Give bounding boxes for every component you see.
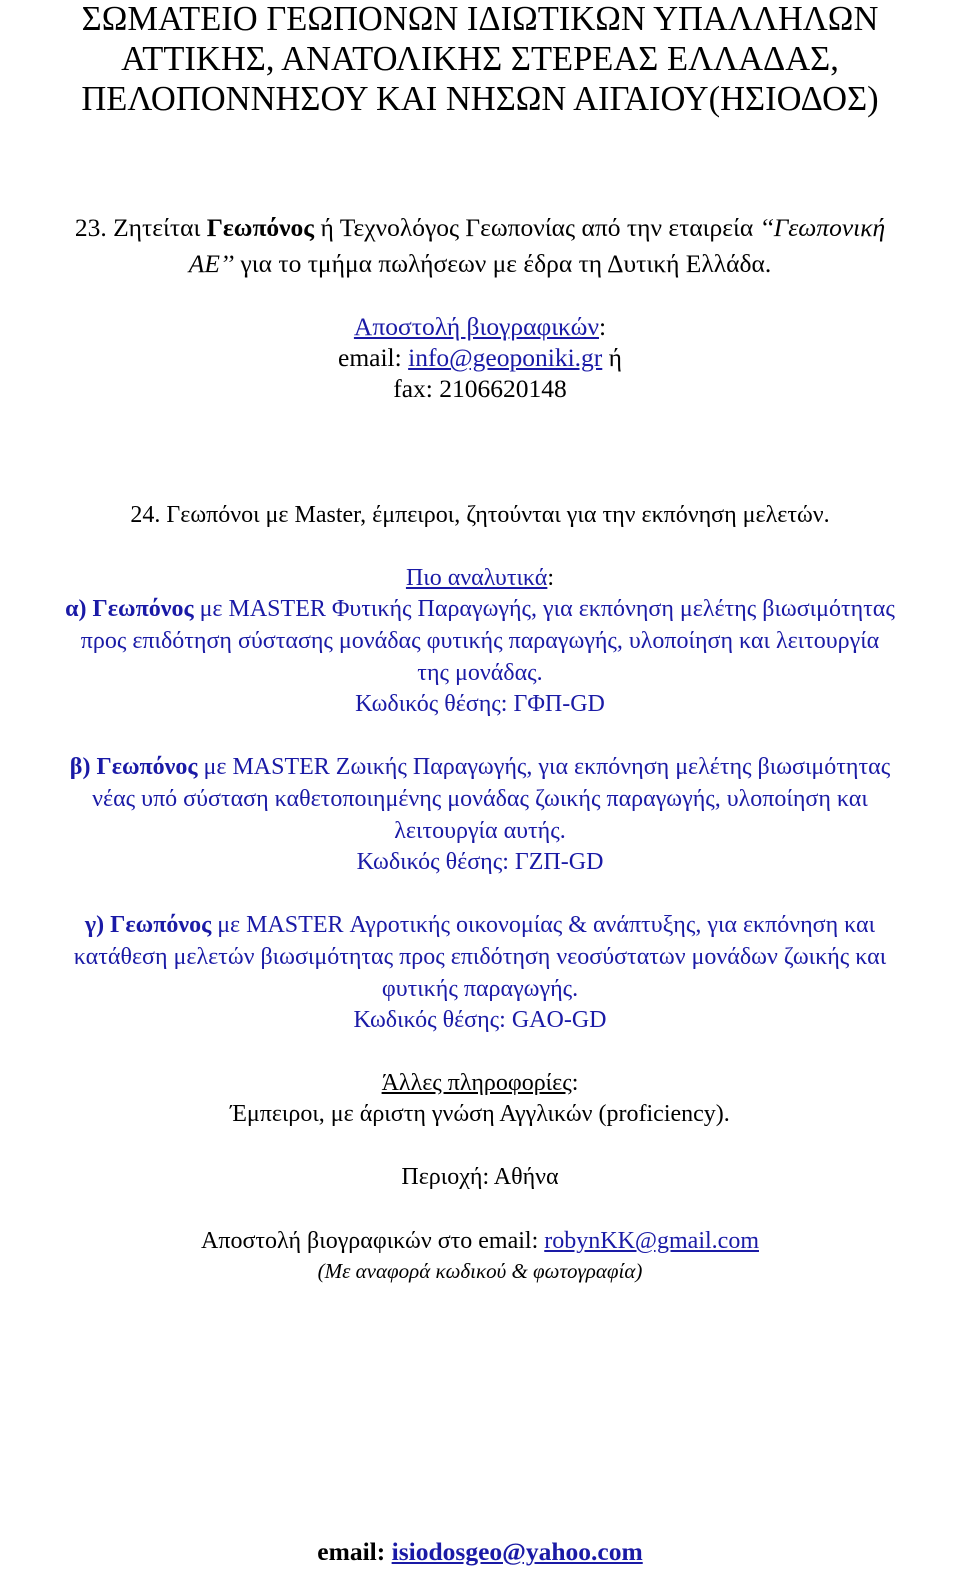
ad23-company-end: ΑΕ’’: [188, 249, 235, 278]
ad24-c-line-2: κατάθεση μελετών βιωσιμότητας προς επιδότηση νεοσύστατων μονάδων ζωικής και: [73, 944, 887, 970]
header-line-3: ΠΕΛΟΠΟΝΝΗΣΟΥ ΚΑΙ ΝΗΣΩΝ ΑΙΓΑΙΟΥ(ΗΣΙΟΔΟΣ): [81, 80, 879, 118]
ad24-colon: :: [547, 565, 555, 591]
ad24-a-line-1: [0, 594, 960, 624]
ad24-other-text: Έμπειροι, με άριστη γνώση Αγγλικών (proficiency).: [230, 1101, 730, 1127]
ad23-role: Γεωπόνος: [206, 213, 315, 242]
ad24-a-prefix: α): [65, 596, 93, 622]
ad24-b-line-1: [0, 752, 960, 782]
ad24-b-prefix: β): [69, 754, 97, 780]
ad23-email-line: [0, 343, 960, 373]
ad24-c-line-3: φυτικής παραγωγής.: [381, 976, 579, 1002]
ad24-details-heading: [0, 563, 960, 593]
ad23-email-label: email:: [338, 343, 409, 372]
ad23-company: ‘‘Γεωπονική: [759, 213, 886, 242]
ad24-a-line-2: προς επιδότηση σύστασης μονάδας φυτικής παραγωγής, υλοποίηση και λειτουργία: [80, 628, 880, 654]
ad24-c-line-1: [0, 910, 960, 940]
header-line-2: ΑΤΤΙΚΗΣ, ΑΝΑΤΟΛΙΚΗΣ ΣΤΕΡΕΑΣ ΕΛΛΑΔΑΣ,: [121, 40, 839, 78]
ad24-c-role: Γεωπόνος: [110, 912, 212, 938]
ad23-cv-label: Αποστολή βιογραφικών: [353, 312, 599, 341]
ad24-b-line-3: λειτουργία αυτής.: [394, 818, 566, 844]
ad24-c-prefix: γ): [84, 912, 111, 938]
footer-email-label: email:: [317, 1537, 392, 1566]
ad24-b-role: Γεωπόνος: [96, 754, 198, 780]
ad24-a-line-3: της μονάδας.: [417, 660, 543, 686]
ad23-cv-heading: [0, 312, 960, 342]
ad24-b-code: Κωδικός θέσης: ΓΖΠ-GD: [356, 849, 604, 875]
ad24-c-text-1: με MASTER Αγροτικής οικονομίας & ανάπτυξης, για εκπόνηση και: [211, 912, 876, 938]
ad23-fax: fax: 2106620148: [393, 374, 567, 403]
ad24-c-code: Κωδικός θέσης: GAO-GD: [353, 1007, 607, 1033]
ad23-or: ή: [602, 343, 622, 372]
ad23-line-2: [0, 249, 960, 279]
header-line-1: ΣΩΜΑΤΕΙΟ ΓΕΩΠΟΝΩΝ ΙΔΙΩΤΙΚΩΝ ΥΠΑΛΛΗΛΩΝ: [81, 0, 879, 38]
ad23-text-2: για το τμήμα πωλήσεων με έδρα τη Δυτική Ελλάδα.: [234, 249, 772, 278]
footer-email-line: [0, 1537, 960, 1567]
ad23-email-link[interactable]: info@geoponiki.gr: [408, 343, 603, 372]
ad24-b-text-1: με MASTER Ζωικής Παραγωγής, για εκπόνηση μελέτης βιωσιμότητας: [197, 754, 891, 780]
ad23-line-1: [0, 213, 960, 243]
ad24-cv-line: [0, 1226, 960, 1256]
ad24-a-code: Κωδικός θέσης: ΓΦΠ-GD: [355, 691, 605, 717]
ad24-cv-email-link[interactable]: robynKK@gmail.com: [544, 1228, 759, 1254]
ad23-text: ή Τεχνολόγος Γεωπονίας από την εταιρεία: [314, 213, 760, 242]
ad23-number: 23. Ζητείται: [74, 213, 207, 242]
ad24-area: Περιοχή: Αθήνα: [401, 1164, 559, 1190]
footer-email-link[interactable]: isiodosgeo@yahoo.com: [391, 1537, 643, 1566]
ad24-b-line-2: νέας υπό σύσταση καθετοποιημένης μονάδας ζωικής παραγωγής, υλοποίηση και: [92, 786, 868, 812]
ad24-a-role: Γεωπόνος: [92, 596, 194, 622]
ad24-details-label: Πιο αναλυτικά: [405, 565, 548, 591]
ad24-intro: 24. Γεωπόνοι με Master, έμπειροι, ζητούνται για την εκπόνηση μελετών.: [130, 502, 830, 528]
ad24-cv-text: Αποστολή βιογραφικών στο email:: [201, 1228, 545, 1254]
ad24-other-label: Άλλες πληροφορίες: [381, 1070, 572, 1096]
ad24-other-colon: :: [571, 1070, 579, 1096]
ad24-cv-note: (Με αναφορά κωδικού & φωτογραφία): [317, 1259, 643, 1283]
ad24-a-text-1: με MASTER Φυτικής Παραγωγής, για εκπόνηση μελέτης βιωσιμότητας: [193, 596, 895, 622]
ad23-colon: :: [599, 312, 607, 341]
ad24-other-heading: [0, 1068, 960, 1098]
